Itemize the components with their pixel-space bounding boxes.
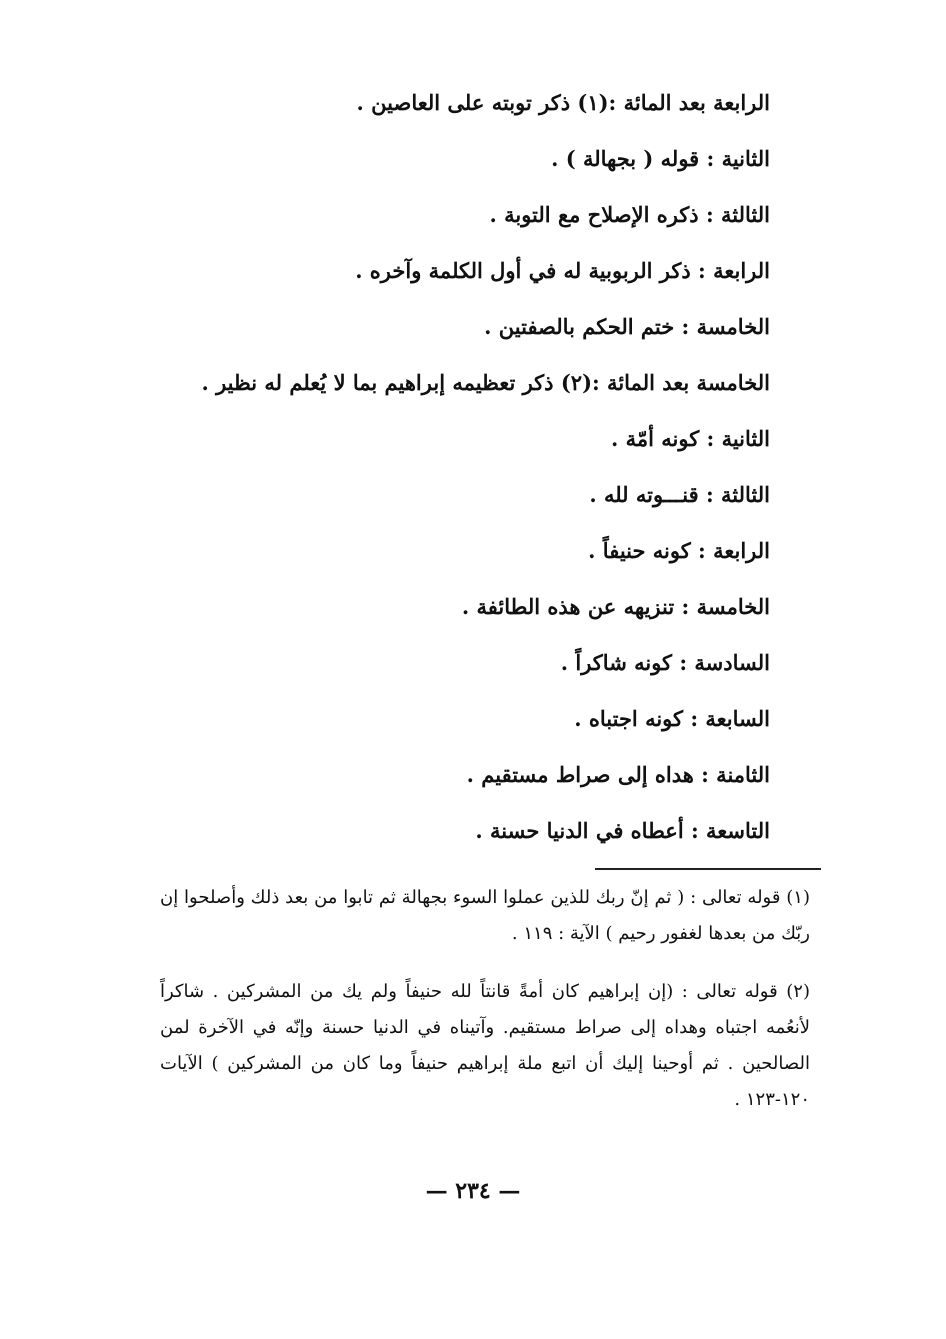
text-line-5: الخامسة : ختم الحكم بالصفتين . (484, 314, 770, 339)
text-line-7: الثانية : كونه أمّة . (610, 426, 770, 451)
text-line-12: السابعة : كونه اجتباه . (574, 706, 770, 731)
page-number: — ٢٣٤ — (425, 1178, 521, 1204)
text-line-10: الخامسة : تنزيهه عن هذه الطائفة . (461, 594, 770, 619)
footnote-2: (٢) قوله تعالى : (إن إبراهيم كان أمةً قانتاً لله حنيفاً ولم يك من المشركين . شاكراً لأنعُمه اجتباه وهداه إلى صراط مستقيم. وآتيناه في الدنيا حسنة وإنّه في الآخرة لمن الصالحين . ثم أوحينا إليك أن اتبع ملة إبراهيم حنيفاً وما كان من المشركين ) الآيات ١٢٠-١٢٣ . (160, 981, 810, 1110)
text-line-13: الثامنة : هداه إلى صراط مستقيم . (466, 762, 770, 787)
text-line-2: الثانية : قوله ( بجهالة ) . (551, 146, 770, 171)
text-line-8: الثالثة : قنـــوته لله . (589, 482, 770, 507)
text-line-11: السادسة : كونه شاكراً . (560, 650, 770, 675)
text-line-9: الرابعة : كونه حنيفاً . (588, 538, 770, 563)
text-line-14: التاسعة : أعطاه في الدنيا حسنة . (475, 818, 770, 843)
footnote-1: (١) قوله تعالى : ( ثم إنّ ربك للذين عملوا السوء بجهالة ثم تابوا من بعد ذلك وأصلحوا إن ربّك من بعدها لغفور رحيم ) الآية : ١١٩ . (160, 887, 810, 944)
footnote-divider (595, 868, 821, 870)
text-line-4: الرابعة : ذكر الربوبية له في أول الكلمة وآخره . (355, 258, 770, 283)
text-line-1: الرابعة بعد المائة :(١) ذكر توبته على العاصين . (356, 90, 770, 115)
text-line-6: الخامسة بعد المائة :(٢) ذكر تعظيمه إبراهيم بما لا يُعلم له نظير . (201, 370, 770, 395)
text-line-3: الثالثة : ذكره الإصلاح مع التوبة . (489, 202, 770, 227)
